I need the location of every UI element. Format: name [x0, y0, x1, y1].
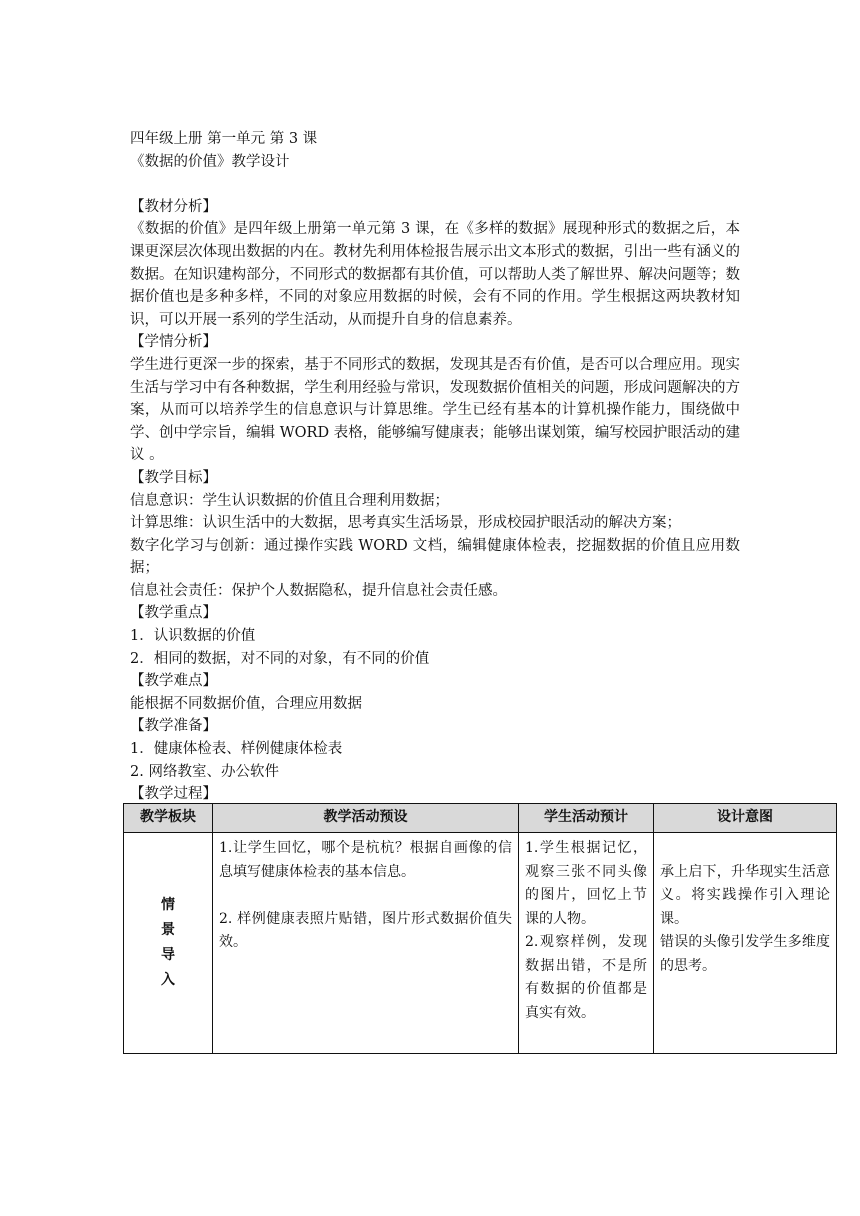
- column-header: 教学板块: [124, 804, 213, 833]
- material-text: 《数据的价值》是四年级上册第一单元第 3 课，在《多样的数据》展现种形式的数据之后，本课更深层次体现出数据的内在。教材先利用体检报告展示出文本形式的数据，引出一些有涵义的数据。在知识建构部分，不同形式的数据都有其价值，可以帮助人类了解世界、解决问题等；数据价值也是多种多样，不同的对象应用数据的时候，会有不同的作用。学生根据这两块教材知识，可以开展一系列的学生活动，从而提升自身的信息素养。: [130, 221, 740, 328]
- key-point-item: 1．认识数据的价值: [130, 628, 256, 645]
- goals-heading: 【教学目标】: [130, 469, 217, 486]
- students-heading: 【学情分析】: [130, 334, 217, 351]
- table-row: [124, 833, 837, 1054]
- material-heading: 【教材分析】: [130, 198, 217, 215]
- document-body: [130, 128, 740, 806]
- section-char: 情: [161, 897, 175, 913]
- column-header: 设计意图: [654, 804, 837, 833]
- table-header-row: [124, 804, 837, 833]
- goal-item: 计算思维：认识生活中的大数据，思考真实生活场景，形成校园护眼活动的解决方案；: [130, 515, 681, 532]
- preparation-heading: 【教学准备】: [130, 718, 217, 735]
- cell-gap: [219, 884, 512, 908]
- design-intent-cell: [654, 833, 837, 1054]
- teacher-activity-item: 2. 样例健康表照片贴错，图片形式数据价值失效。: [219, 910, 512, 950]
- preparation-item: 2. 网络教室、办公软件: [130, 763, 279, 780]
- goal-item: 数字化学习与创新：通过操作实践 WORD 文档，编辑健康体检表，挖掘数据的价值且应用数据；: [130, 537, 740, 577]
- key-points-heading: 【教学重点】: [130, 605, 217, 622]
- goal-item: 信息社会责任：保护个人数据隐私，提升信息社会责任感。: [130, 582, 507, 599]
- teacher-activity-item: 1.让学生回忆，哪个是杭杭？根据自画像的信息填写健康体检表的基本信息。: [219, 840, 512, 880]
- student-activity-item: 2.观察样例，发现数据出错，不是所有数据的价值都是真实有效。: [525, 934, 647, 1021]
- difficulties-heading: 【教学难点】: [130, 673, 217, 690]
- cell-gap: [660, 837, 830, 861]
- section-char: 入: [161, 972, 175, 988]
- section-char: 导: [161, 947, 175, 963]
- preparation-item: 1．健康体检表、样例健康体检表: [130, 741, 343, 758]
- difficulties-text: 能根据不同数据价值，合理应用数据: [130, 695, 362, 712]
- course-line: 四年级上册 第一单元 第 3 课: [130, 131, 318, 147]
- blank-line: [130, 173, 740, 196]
- goal-item: 信息意识：学生认识数据的价值且合理利用数据；: [130, 492, 449, 509]
- section-char: 景: [161, 922, 175, 938]
- design-intent-item: 承上启下，升华现实生活意义。将实践操作引入理论课。: [660, 863, 830, 927]
- section-cell: [124, 833, 213, 1054]
- process-heading: 【教学过程】: [130, 786, 217, 803]
- key-point-item: 2．相同的数据，对不同的对象，有不同的价值: [130, 650, 430, 667]
- students-text: 学生进行更深一步的探索，基于不同形式的数据，发现其是否有价值，是否可以合理应用。现实生活与学习中有各种数据，学生利用经验与常识，发现数据价值相关的问题，形成问题解决的方案，从而可以培养学生的信息意识与计算思维。学生已经有基本的计算机操作能力，围绕做中学、创中学宗旨，编辑 WORD 表格，能够编写健康表；能够出谋划策，编写校园护眼活动的建议 。: [130, 356, 740, 464]
- process-table: [123, 803, 837, 1054]
- teacher-activity-cell: [213, 833, 519, 1054]
- design-intent-item: 错误的头像引发学生多维度的思考。: [660, 934, 830, 974]
- student-activity-cell: [519, 833, 654, 1054]
- document-title: 《数据的价值》教学设计: [130, 153, 290, 170]
- column-header: 教学活动预设: [213, 804, 519, 833]
- column-header: 学生活动预计: [519, 804, 654, 833]
- student-activity-item: 1.学生根据记忆，观察三张不同头像的图片，回忆上节课的人物。: [525, 840, 647, 927]
